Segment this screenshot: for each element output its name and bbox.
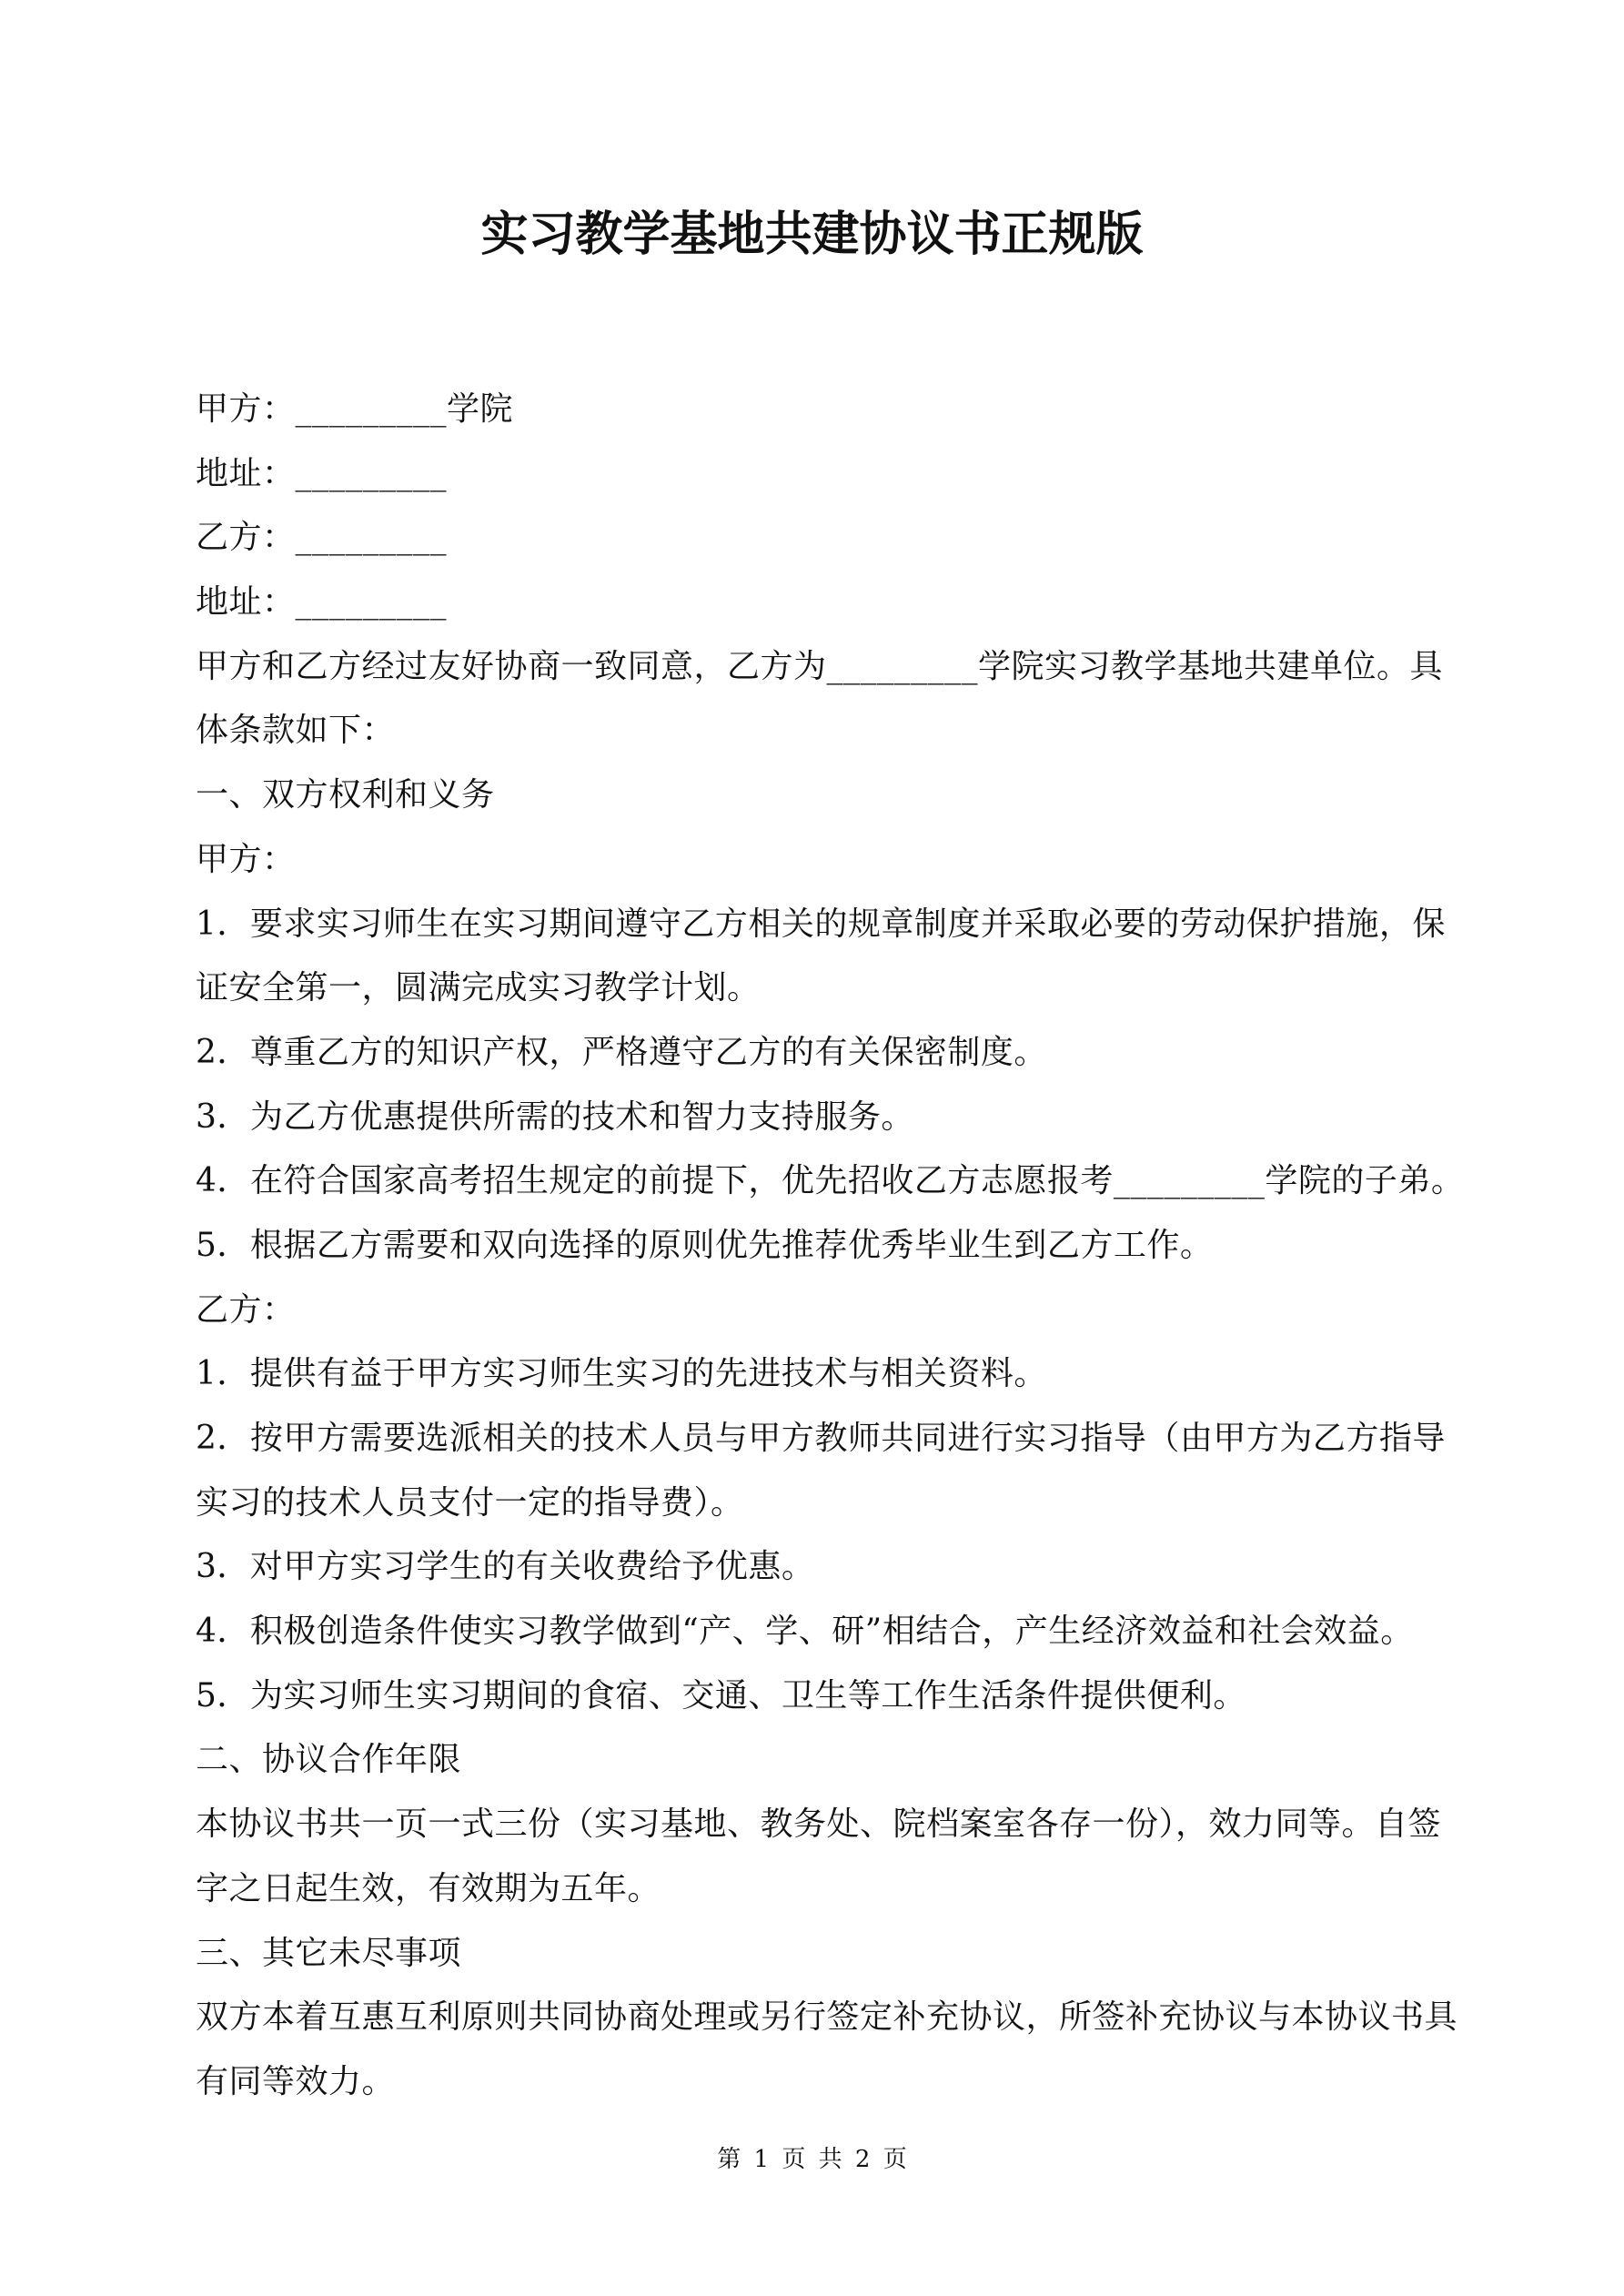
text-line: 甲方和乙方经过友好协商一致同意，乙方为_________学院实习教学基地共建单位。具 [196, 647, 1444, 685]
text-line: 乙方： [196, 1290, 296, 1329]
text-line: 4．积极创造条件使实习教学做到“产、学、研”相结合，产生经济效益和社会效益。 [196, 1613, 1414, 1651]
document-title: 实习教学基地共建协议书正规版 [480, 207, 1144, 262]
text-line: 有同等效力。 [196, 2062, 396, 2100]
text-line: 乙方：_________ [196, 519, 448, 557]
text-line: 地址：_________ [196, 583, 448, 622]
text-line: 1．提供有益于甲方实习师生实习的先进技术与相关资料。 [196, 1355, 1047, 1393]
text-line: 二、协议合作年限 [196, 1741, 462, 1779]
text-line: 实习的技术人员支付一定的指导费）。 [196, 1483, 744, 1522]
document-body [196, 378, 1469, 2115]
text-line: 5．根据乙方需要和双向选择的原则优先推荐优秀毕业生到乙方工作。 [196, 1226, 1214, 1264]
text-line: 1．要求实习师生在实习期间遵守乙方相关的规章制度并采取必要的劳动保护措施，保 [196, 905, 1446, 943]
text-line: 一、双方权利和义务 [196, 776, 495, 814]
text-line: 三、其它未尽事项 [196, 1934, 462, 1972]
text-line: 4．在符合国家高考招生规定的前提下，优先招收乙方志愿报考_________学院的子弟。 [196, 1162, 1465, 1200]
text-line: 2．按甲方需要选派相关的技术人员与甲方教师共同进行实习指导（由甲方为乙方指导 [196, 1420, 1446, 1457]
text-line: 2．尊重乙方的知识产权，严格遵守乙方的有关保密制度。 [196, 1033, 1047, 1071]
text-line: 双方本着互惠互利原则共同协商处理或另行签定补充协议，所签补充协议与本协议书具 [196, 1998, 1458, 2037]
text-line: 体条款如下： [196, 712, 396, 750]
text-line: 5．为实习师生实习期间的食宿、交通、卫生等工作生活条件提供便利。 [196, 1676, 1246, 1714]
text-line: 证安全第一，圆满完成实习教学计划。 [196, 969, 761, 1007]
text-line: 3．为乙方优惠提供所需的技术和智力支持服务。 [196, 1097, 914, 1136]
text-line: 地址：_________ [196, 454, 448, 492]
text-line: 3．对甲方实习学生的有关收费给予优惠。 [196, 1548, 815, 1586]
text-line: 甲方：_________学院 [196, 390, 514, 428]
page-number-footer: 第 1 页 共 2 页 [717, 2146, 907, 2173]
text-line: 甲方： [196, 840, 296, 878]
text-line: 字之日起生效，有效期为五年。 [196, 1869, 661, 1907]
text-line: 本协议书共一页一式三份（实习基地、教务处、院档案室各存一份），效力同等。自签 [196, 1805, 1442, 1844]
